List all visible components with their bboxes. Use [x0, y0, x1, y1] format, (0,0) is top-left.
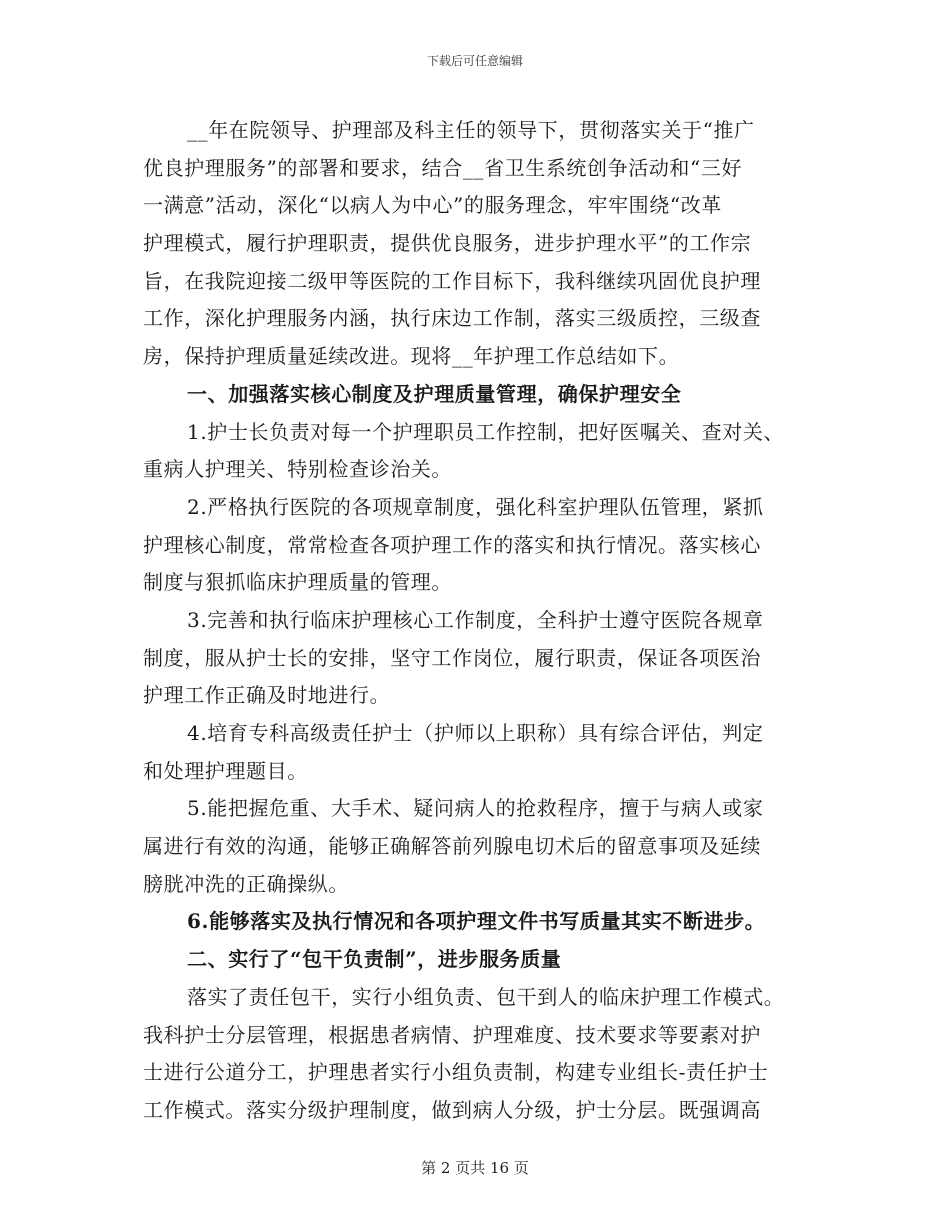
paragraph-line: 优良护理服务”的部署和要求，结合__省卫生系统创争活动和“三好 — [143, 155, 743, 180]
paragraph-line: 我科护士分层管理，根据患者病情、护理难度、技术要求等要素对护 — [143, 1022, 761, 1047]
paragraph-line: 护理工作正确及时地进行。 — [143, 683, 391, 708]
paragraph-line: 3.完善和执行临床护理核心工作制度，全科护士遵守医院各规章 — [187, 607, 764, 632]
paragraph-line: 5.能把握危重、大手术、疑问病人的抢救程序，擅于与病人或家 — [187, 796, 764, 821]
paragraph-line: 房，保持护理质量延续改进。现将__年护理工作总结如下。 — [143, 344, 680, 369]
paragraph-line: 护理模式，履行护理职责，提供优良服务，进步护理水平”的工作宗 — [143, 231, 752, 256]
paragraph-line: 重病人护理关、特别检查诊治关。 — [143, 457, 452, 482]
paragraph-line: __年在院领导、护理部及科主任的领导下，贯彻落实关于“推广 — [187, 118, 755, 142]
paragraph-line: 和处理护理题目。 — [143, 758, 308, 783]
paragraph-line: 护理核心制度，常常检查各项护理工作的落实和执行情况。落实核心 — [143, 532, 761, 557]
paragraph-line: 落实了责任包干，实行小组负责、包干到人的临床护理工作模式。 — [187, 984, 785, 1009]
paragraph-line: 制度，服从护士长的安排，坚守工作岗位，履行职责，保证各项医治 — [143, 645, 761, 670]
paragraph-line: 1.护士长负责对每一个护理职员工作控制，把好医嘱关、查对关、 — [187, 419, 785, 444]
page-header: 下载后可任意编辑 — [426, 54, 523, 68]
paragraph-line: 士进行公道分工，护理患者实行小组负责制，构建专业组长-责任护士 — [143, 1060, 769, 1085]
page-footer: 第 2 页共 16 页 — [421, 1159, 529, 1177]
paragraph-line: 工作，深化护理服务内涵，执行床边工作制，落实三级质控，三级查 — [143, 306, 761, 331]
document-body — [143, 112, 811, 1130]
section-heading-line: 一、加强落实核心制度及护理质量管理，确保护理安全 — [187, 381, 682, 406]
paragraph-line: 制度与狠抓临床护理质量的管理。 — [143, 570, 452, 595]
paragraph-line: 2.严格执行医院的各项规章制度，强化科室护理队伍管理，紧抓 — [187, 494, 764, 519]
paragraph-line: 一满意”活动，深化“以病人为中心”的服务理念，牢牢围绕“改革 — [143, 193, 722, 218]
paragraph-line: 膀胱冲洗的正确操纵。 — [143, 871, 349, 896]
paragraph-line: 旨，在我院迎接二级甲等医院的工作目标下，我科继续巩固优良护理 — [143, 268, 761, 293]
section-heading-line: 6.能够落实及执行情况和各项护理文件书写质量其实不断进步。 — [187, 909, 766, 934]
section-heading-line: 二、实行了“包干负责制”，进步服务质量 — [187, 947, 562, 972]
paragraph-line: 工作模式。落实分级护理制度，做到病人分级，护士分层。既强调高 — [143, 1097, 761, 1122]
paragraph-line: 4.培育专科高级责任护士（护师以上职称）具有综合评估，判定 — [187, 721, 764, 745]
paragraph-line: 属进行有效的沟通，能够正确解答前列腺电切术后的留意事项及延续 — [143, 834, 761, 859]
